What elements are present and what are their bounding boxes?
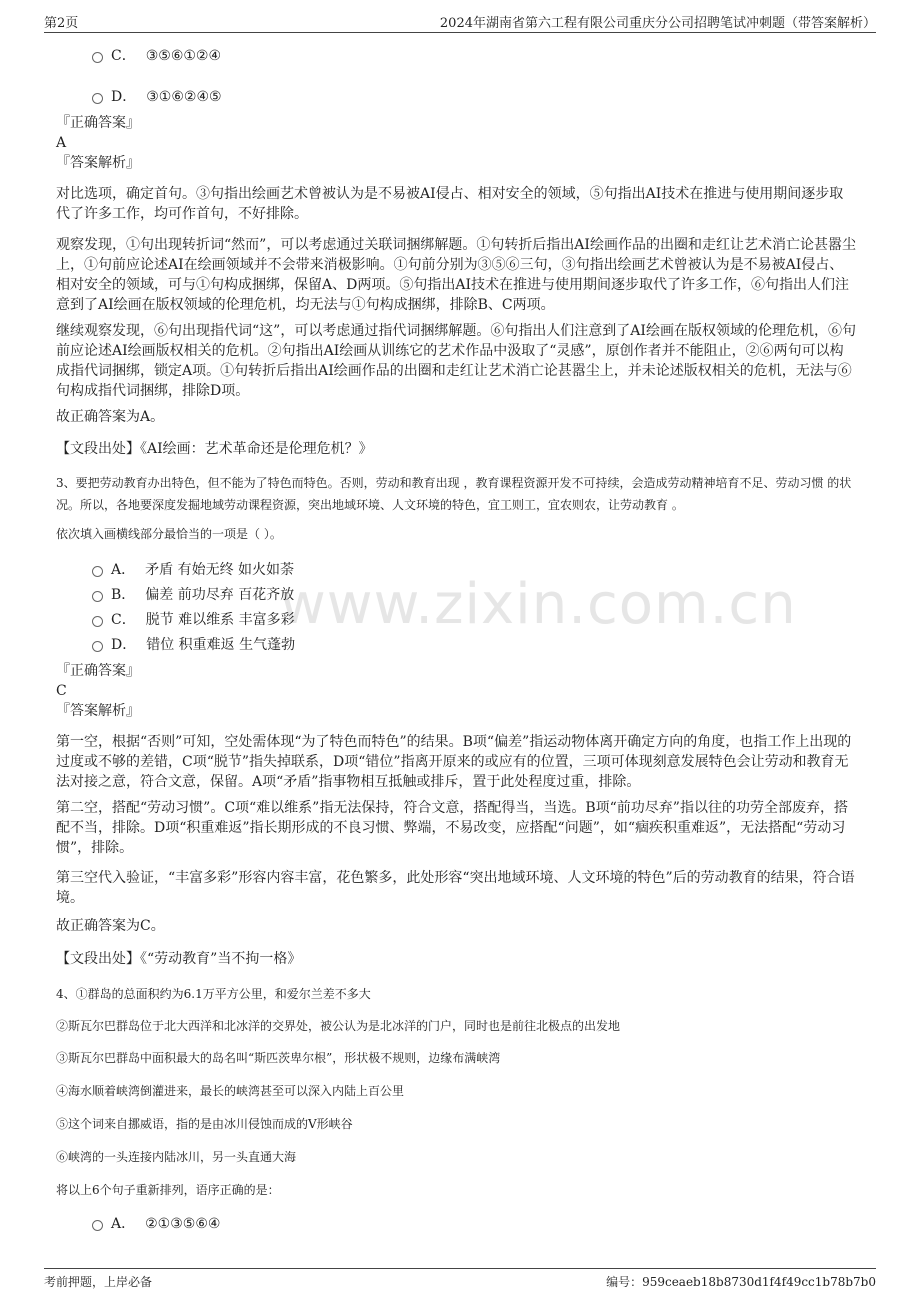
radio-icon[interactable] xyxy=(92,641,103,652)
q2-analysis-p2: 观察发现，①句出现转折词“然而”，可以考虑通过关联词捆绑解题。①句转折后指出AI绘画作品的出圈和走红让艺术消亡论甚嚣尘上，①句前应论述AI在绘画领域并不会带来消极影响。①句前分别为③⑤⑥三句，③句指出绘画艺术曾被认为是不易被AI侵占、相对安全的领域，可与①句构成捆绑，保留A、D两项。⑤句指出AI技术在推进与使用期间逐步取代了许多工作，⑥句指出人们注意到了AI绘画在版权领域的伦理危机，均无法与①句构成捆绑，排除B、C两项。 xyxy=(56,237,856,313)
radio-icon[interactable] xyxy=(92,591,103,602)
q3-source: 【文段出处】《“劳动教育”当不拘一格》 xyxy=(56,951,302,967)
q3-stem: 3、要把劳动教育办出特色，但不能为了特色而特色。否则，劳动和教育出现 ，教育课程资源开发不可持续，会造成劳动精神培育不足、劳动习惯 的状况。所以，各地要深度发掘地域劳动课程资源，突出地域环境、人文环境的特色，宜工则工，宜农则农，让劳动教育 。 xyxy=(56,476,852,512)
q4-prompt: 将以上6个句子重新排列，语序正确的是： xyxy=(56,1183,280,1197)
q3-option-a[interactable]: A． 矛盾 有始无终 如火如荼 xyxy=(92,560,294,580)
page-footer xyxy=(44,1268,876,1293)
radio-icon[interactable] xyxy=(92,52,103,63)
q3-analysis-p3: 第三空代入验证，“丰富多彩”形容内容丰富，花色繁多，此处形容“突出地域环境、人文环境的特色”后的劳动教育的结果，符合语境。 xyxy=(56,870,855,906)
radio-icon[interactable] xyxy=(92,1220,103,1231)
q3-analysis-p1: 第一空，根据“否则”可知，空处需体现“为了特色而特色”的结果。B项“偏差”指运动物体离开确定方向的角度，也指工作上出现的过度或不够的差错，C项“脱节”指失掉联系，D项“错位”指离开原来的或应有的位置，三项可体现刻意发展特色会让劳动和教育无法对接之意，符合文意，保留。A项“矛盾”指事物相互抵触或排斥，置于此处程度过重，排除。 xyxy=(56,734,852,790)
q2-option-d[interactable]: D． ③①⑥②④⑤ xyxy=(92,87,222,107)
q4-sentence-4: ④海水顺着峡湾倒灌进来，最长的峡湾甚至可以深入内陆上百公里 xyxy=(56,1084,405,1098)
q3-option-b[interactable]: B． 偏差 前功尽弃 百花齐放 xyxy=(92,585,294,605)
page-header xyxy=(44,10,876,33)
page-number: 第2页 xyxy=(44,16,79,31)
q4-sentence-6: ⑥峡湾的一头连接内陆冰川，另一头直通大海 xyxy=(56,1150,297,1164)
q3-option-d[interactable]: D． 错位 积重难返 生气蓬勃 xyxy=(92,635,295,655)
radio-icon[interactable] xyxy=(92,93,103,104)
q3-answer: C xyxy=(56,683,67,699)
radio-icon[interactable] xyxy=(92,566,103,577)
watermark: www.zixin.com.cn xyxy=(280,572,797,637)
q4-option-a[interactable]: A． ②①③⑤⑥④ xyxy=(92,1214,220,1234)
q3-prompt: 依次填入画横线部分最恰当的一项是（ ）。 xyxy=(56,527,282,541)
q2-analysis-p3: 继续观察发现，⑥句出现指代词“这”，可以考虑通过指代词捆绑解题。⑥句指出人们注意到了AI绘画在版权领域的伦理危机，⑥句前应论述AI绘画版权相关的危机。②句指出AI绘画从训练它的艺术作品中汲取了“灵感”，原创作者并不能阻止，②⑥两句可以构成指代词捆绑，锁定A项。①句转折后指出AI绘画作品的出圈和走红让艺术消亡论甚嚣尘上，并未论述版权相关的危机，无法与⑥句构成指代词捆绑，排除D项。 xyxy=(56,323,856,399)
document-id: 编号：959ceaeb18b8730d1f4f49cc1b78b7b0 xyxy=(606,1275,876,1289)
q2-source: 【文段出处】《AI绘画：艺术革命还是伦理危机？》 xyxy=(56,441,373,457)
q2-option-c[interactable]: C． ③⑤⑥①②④ xyxy=(92,46,221,66)
q3-answer-label: 『正确答案』 xyxy=(56,663,140,679)
q2-answer-label: 『正确答案』 xyxy=(56,115,140,131)
footer-slogan: 考前押题，上岸必备 xyxy=(44,1275,153,1289)
q3-option-c[interactable]: C． 脱节 难以维系 丰富多彩 xyxy=(92,610,295,630)
q4-sentence-1: 4、①群岛的总面积约为6.1万平方公里，和爱尔兰差不多大 xyxy=(56,987,371,1001)
q3-conclusion: 故正确答案为C。 xyxy=(56,918,165,934)
q4-sentence-5: ⑤这个词来自挪威语，指的是由冰川侵蚀而成的V形峡谷 xyxy=(56,1117,353,1131)
q3-analysis-label: 『答案解析』 xyxy=(56,703,140,719)
q2-analysis-label: 『答案解析』 xyxy=(56,155,140,171)
q4-sentence-2: ②斯瓦尔巴群岛位于北大西洋和北冰洋的交界处，被公认为是北冰洋的门户，同时也是前往北极点的出发地 xyxy=(56,1019,621,1033)
q2-analysis-p1: 对比选项，确定首句。③句指出绘画艺术曾被认为是不易被AI侵占、相对安全的领域，⑤句指出AI技术在推进与使用期间逐步取代了许多工作，均可作首句，不好排除。 xyxy=(56,186,844,222)
document-title: 2024年湖南省第六工程有限公司重庆分公司招聘笔试冲刺题（带答案解析） xyxy=(439,16,876,31)
q3-analysis-p2: 第二空，搭配“劳动习惯”。C项“难以维系”指无法保持，符合文意，搭配得当，当选。B项“前功尽弃”指以往的功劳全部废弃，搭配不当，排除。D项“积重难返”指长期形成的不良习惯、弊端，不易改变，应搭配“问题”，如“痼疾积重难返”，无法搭配“劳动习惯”，排除。 xyxy=(56,800,848,856)
q2-answer: A xyxy=(56,135,67,151)
radio-icon[interactable] xyxy=(92,616,103,627)
q2-conclusion: 故正确答案为A。 xyxy=(56,409,165,425)
q4-sentence-3: ③斯瓦尔巴群岛中面积最大的岛名叫“斯匹茨卑尔根”，形状极不规则，边缘布满峡湾 xyxy=(56,1051,501,1065)
